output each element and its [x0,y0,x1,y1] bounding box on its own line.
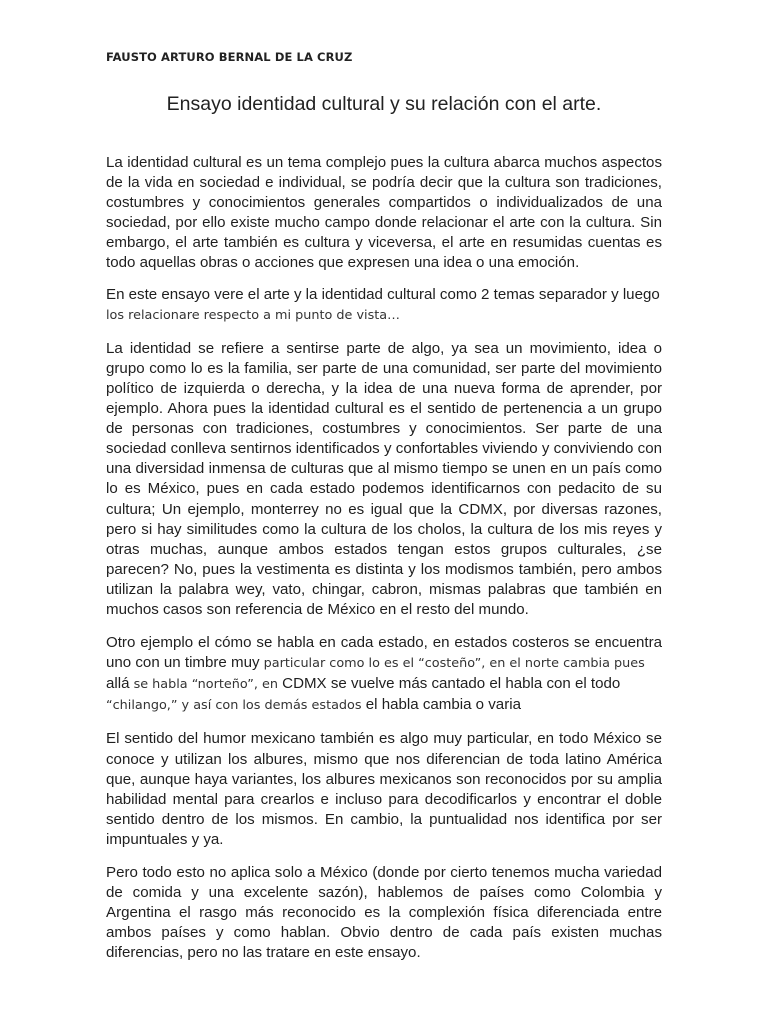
paragraph-speech-part-5: CDMX se vuelve más cantado el habla con el todo [277,675,621,693]
essay-body [106,153,662,975]
paragraph-essay-plan [106,285,662,326]
paragraph-speech [106,633,662,716]
paragraph-intro: La identidad cultural es un tema complejo pues la cultura abarca muchos aspectos de la vida en sociedad e individual, se podría decir que la cultura son tradiciones, costumbres y conocimientos generales compartidos o individualizados de una sociedad, por ello existe mucho campo donde relacionar el arte con la cultura. Sin embargo, el arte también es cultura y viceversa, el arte en resumidas cuentas es todo aquellas obras o acciones que expresen una idea o una emoción. [106,154,662,272]
paragraph-identity: La identidad se refiere a sentirse parte de algo, ya sea un movimiento, idea o grupo como lo es la familia, ser parte de una comunidad, ser parte del movimiento político de izquierda o derecha, y la idea de una nueva forma de aprender, por ejemplo. Ahora pues la identidad cultural es el sentido de pertenencia a un grupo de personas con tradiciones, costumbres y conocimientos. Ser parte de una sociedad conlleva sentirnos identificados y confortables viviendo y conviviendo con una diversidad inmensa de culturas que al mismo tiempo se unen en un país como lo es México, pues en cada estado podemos identificarnos con pedacito de su cultura; Un ejemplo, monterrey no es igual que la CDMX, por diversas razones, pero si hay similitudes como la cultura de los cholos, la cultura de los mis reyes y otras muchas, aunque ambos estados tengan estos grupos culturales, ¿se parecen? No, pues la vestimenta es distinta y los modismos también, pero ambos utilizan la palabra wey, vato, chingar, cabron, mismas palabras que también en muchos casos son referencia de México en el resto del mundo. [106,339,662,618]
paragraph-speech-part-3: allá [106,675,130,693]
paragraph-essay-plan-line-1: En este ensayo vere el arte y la identidad cultural como 2 temas separador y luego [106,285,660,303]
paragraph-essay-plan-line-2: los relacionare respecto a mi punto de vista… [106,307,400,323]
paragraph-countries: Pero todo esto no aplica solo a México (donde por cierto tenemos mucha variedad de comida y una excelente sazón), hablemos de países como Colombia y Argentina el rasgo más reconocido es la complexión física diferenciada entre ambos países y como hablan. Obvio dentro de cada país existen muchas diferencias, pero no las tratare en este ensayo. [106,864,662,962]
paragraph-humor: El sentido del humor mexicano también es algo muy particular, en todo México se conoce y utilizan los albures, mismo que nos diferencian de toda latino América que, aunque haya variantes, los albures mexicanos son reconocidos por su amplia habilidad mental para crearlos e incluso para decodificarlos y encontrar el doble sentido dentro de los mismos. En cambio, la puntualidad nos identifica por ser impuntuales y ya. [106,730,662,848]
paragraph-speech-part-2: particular como lo es el “costeño”, en el norte cambia pues [259,656,645,672]
paragraph-speech-part-6: “chilango,” y así con los demás estados [106,698,362,714]
author-name: FAUSTO ARTURO BERNAL DE LA CRUZ [106,50,353,64]
paragraph-speech-part-7: el habla cambia o varia [361,696,521,714]
paragraph-speech-part-4: se habla “norteño”, en [129,677,278,693]
paragraph-speech-part-1: Otro ejemplo el cómo se habla en cada estado, en estados costeros se encuentra uno con un timbre muy [106,634,662,672]
essay-title: Ensayo identidad cultural y su relación con el arte. [166,93,602,115]
